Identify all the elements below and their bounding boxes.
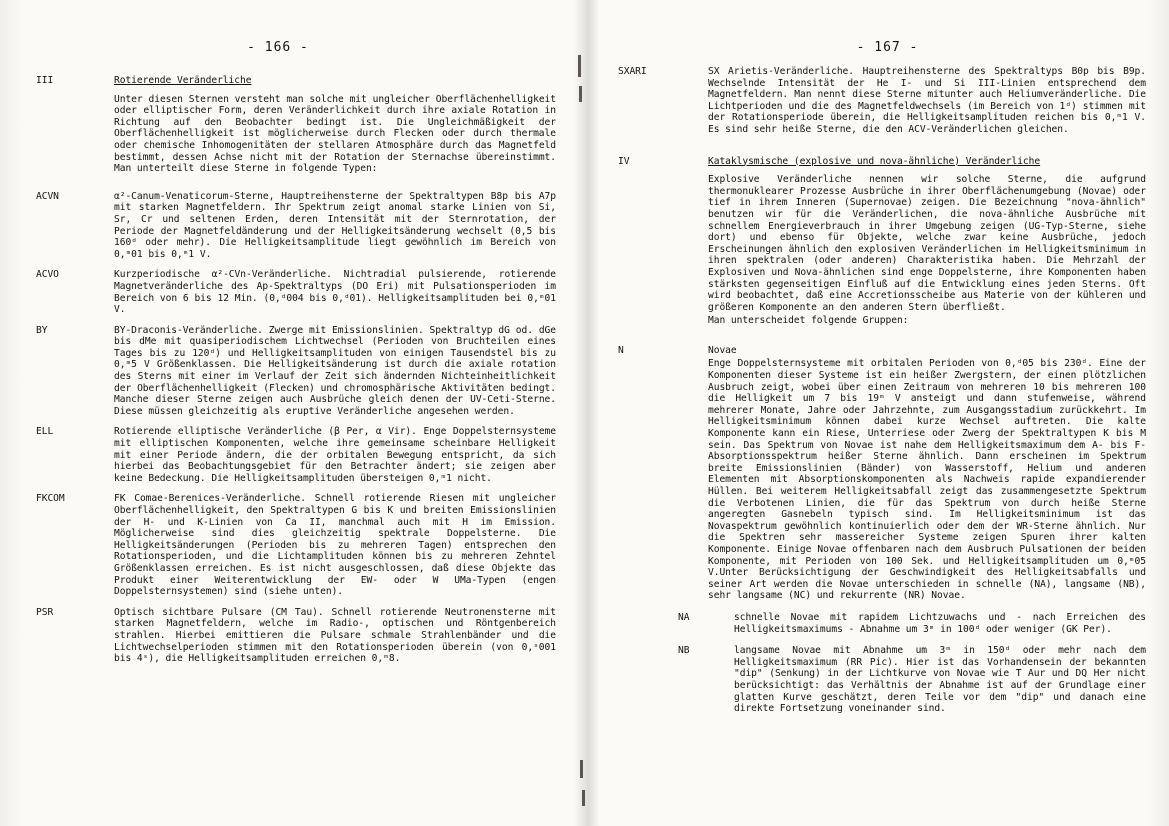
right-page-body: [618, 66, 1146, 715]
section-iii: [36, 75, 556, 87]
entry-psr: [36, 607, 556, 665]
entry-acvn-tag: ACVN: [36, 190, 59, 202]
entry-ell-tag: ELL: [36, 426, 54, 438]
subentry-na-text: schnelle Novae mit rapidem Lichtzuwachs und - nach Erreichen des Helligkeitsmaximums - Abnahme um 3ᵐ in 100ᵈ oder weniger (GK Per).: [734, 611, 1146, 635]
entry-sxari-tag: SXARI: [618, 66, 647, 77]
right-page: [586, 0, 1169, 826]
spacer: [618, 358, 708, 601]
section-iii-paragraph: Unter diesen Sternen versteht man solche mit ungleicher Oberflächenhelligkeit oder elliptischer Form, deren Veränderlichkeit durch ihre axiale Rotation in Richtung auf den Beobachter bedingt ist. Die Ungleichmäßigkeit der Oberflächenhelligkeit ist möglicherweise durch Flecken oder durch thermale oder chemische Inhomogenitäten der stellaren Atmosphäre durch das Magnetfeld bestimmt, dessen Achse nicht mit der Rotation der Sternachse übereinstimmt. Man unterteilt diese Sterne in folgende Typen:: [114, 93, 556, 175]
subentry-na-tag: NA: [678, 611, 690, 623]
entry-acvn-text: α²-Canum-Venaticorum-Sterne, Hauptreihensterne der Spektraltypen B8p bis A7p mit starken Magnetfeldern. Ihr Spektrum zeigt anomal starke Linien von Si, Sr, Cr und seltenen Erden, deren Intensität mit der Sternrotation, der Periode der Magnetfeldänderung und der Helligkeitsänderung wechselt (0,5 bis 160ᵈ oder mehr). Die Helligkeitsamplitude liegt gewöhnlich im Bereich von 0,ᵐ01 bis 0,ᵐ1 V.: [114, 190, 556, 260]
entry-by: [36, 325, 556, 418]
entry-fkcom: [36, 493, 556, 597]
section-iv-paragraph-1: Explosive Veränderliche nennen wir solche Sterne, die aufgrund thermonuklearer Prozesse Ausbrüche in ihrer Oberflächenumgebung (Novae) oder tief in ihrem Inneren (Supernovae) zeigen. Die Bezeichnung "nova-ähnlich" benutzen wir für die Veränderlichen, die nova-ähnliche Ausbrüche mit schnellem Energieverbrauch in ihrer Umgebung zeigen (UG-Typ-Sterne, siehe dort) und ebenso für Objekte, welche zwar keine Ausbrüche, jedoch Erscheinungen ähnlich den explosiven Veränderlichen im Helligkeitsminimum in ihren spektralen (oder anderen) Charakteristika haben. Die Mehrzahl der Explosiven und Nova-ähnlichen sind enge Doppelsterne, ihre Komponenten haben stärksten gegenseitigen Einfluß auf die Entwicklung eines jeden Sterns. Oft wird beobachtet, daß eine Accretionsscheibe aus Materie von der kühleren und größeren Komponente an den anderen Stern überfließt.: [708, 174, 1146, 313]
section-iv-intro-2: [618, 315, 1146, 327]
entry-by-text: BY-Draconis-Veränderliche. Zwerge mit Emissionslinien. Spektraltyp dG od. dGe bis dMe mit quasiperiodischem Lichtwechsel (Perioden von Bruchteilen eines Tages bis zu 120ᵈ) und Helligkeitsamplituden von einigen Tausendstel bis zu 0,ᵐ5 V Größenklassen. Die Helligkeitsänderung ist durch die axiale rotation des Sterns mit einer im Verlauf der Zeit sich ändernden Nichteinheitlichkeit der Oberflächenhelligkeit (Flecken) und chromosphärische Aktivitäten bedingt. Manche dieser Sterne zeigen auch Ausbrüche gleich denen der UV-Ceti-Sterne. Diese müssen gleichzeitig als eruptive Veränderliche angesehen werden.: [114, 324, 556, 417]
entry-acvo: [36, 269, 556, 315]
left-page-number: - 166 -: [247, 40, 309, 55]
section-iv-number: IV: [618, 155, 630, 167]
section-iv-intro: [618, 174, 1146, 313]
entry-n-title-text: Novae: [708, 344, 737, 356]
section-iii-heading: Rotierende Veränderliche: [114, 75, 252, 86]
entry-acvo-text: Kurzperiodische α²-CVn-Veränderliche. Nichtradial pulsierende, rotierende Magnetveränderliche des Ap-Spektraltyps (DO Eri) mit Pulsationsperioden im Bereich von 6 bis 12 Min. (0,ᵈ004 bis 0,ᵈ01). Helligkeitsamplituden bei 0,ᵐ01 V.: [114, 269, 556, 316]
right-page-number: - 167 -: [856, 40, 919, 55]
spacer: [618, 315, 708, 327]
entry-fkcom-tag: FKCOM: [36, 493, 65, 505]
section-iii-number: III: [36, 75, 54, 86]
subentry-na: [678, 612, 1146, 635]
entry-n-tag: N: [618, 344, 624, 356]
entry-fkcom-text: FK Comae-Berenices-Veränderliche. Schnell rotierende Riesen mit ungleicher Oberflächenhelligkeit, den Spektraltypen G bis K und breiten Emissionslinien der H- und K-Linien von Ca II, manchmal auch mit H im Emission. Möglicherweise sind dies gleichzeitig spektrale Doppelsterne. Die Helligkeitsänderungen (Perioden bis zu mehreren Tagen) entsprechen den Rotationsperioden, und die Lichtamplituden können bis zu mehreren Zehntel Größenklassen erreichen. Es ist nicht ausgeschlossen, daß diese Objekte das Produkt einer Weiterentwicklung der EW- oder W UMa-Typen (engen Doppelsternsystemen) sind (siehe unten).: [114, 493, 556, 598]
spacer: [618, 174, 708, 313]
spacer: [36, 94, 114, 175]
section-iv-heading: Kataklysmische (explosive und nova-ähnliche) Veränderliche: [708, 155, 1041, 167]
section-iv-paragraph-2: Man unterscheidet folgende Gruppen:: [708, 315, 909, 327]
entry-ell: [36, 426, 556, 484]
subentry-nb-tag: NB: [678, 645, 690, 657]
subentry-nb: [678, 645, 1146, 715]
entry-n-text: Enge Doppelsternsysteme mit orbitalen Perioden von 0,ᵈ05 bis 230ᵈ. Eine der Komponenten dieser Systeme ist ein heißer Zwergstern, der einen plötzlichen Ausbruch zeigt, wobei über einen Zeitraum von mehreren 10 bis mehreren 100 die Helligkeit um 7 bis 19ᵐ V ansteigt und dann stufenweise, während mehrerer Monate, Jahre oder Jahrzehnte, zum Ausgangsstadium zurückkehrt. Im Helligkeitsminimum können dabei kurze Wechsel auftreten. Die kalte Komponente kann ein Riese, Unterriese oder Zwerg der Spektraltypen K bis M sein. Das Spektrum von Novae ist nahe dem Helligkeitsmaximum dem A- bis F-Absorptionsspektrum heißer Sterne ähnlich. Dann erscheinen im Spektrum breite Emissionslinien (Bänder) von Wasserstoff, Helium und anderen Elementen mit Absorptionskomponenten als Nachweis rapide expandierender Hüllen. Bei weiterem Helligkeitsabfall zeigt das zusammengesetzte Spektrum die Verbotenen Linien, die für das Spektrum von durch heiße Sterne angeregten Gasnebeln typisch sind. Im Helligkeitsminimum ist das Novaspektrum gewöhnlich kontinuierlich oder dem der WR-Sterne ähnlich. Nur die Spektren sehr massereicher Systeme zeigen Spuren ihrer kalten Komponente. Einige Novae offenbaren nach dem Ausbruch Pulsationen der beiden Komponente, mit Perioden von 100 Sek. und Helligkeitsamplituden um 0,ᵐ05 V.Unter Berücksichtigung der Geschwindigkeit des Helligkeitsabfalls und seiner Art werden die Novae unterschieden in schnelle (NA), langsame (NB), sehr langsame (NC) und rekurrente (NR) Novae.: [708, 358, 1146, 602]
entry-psr-tag: PSR: [36, 606, 54, 618]
entry-n-body: [618, 358, 1146, 601]
entry-ell-text: Rotierende elliptische Veränderliche (β Per, α Vir). Enge Doppelsternsysteme mit elliptischen Komponenten, welche ihre gemeinsame scheinbare Helligkeit mit einer Periode ändern, die der orbitalen Bewegung entspricht, da sich hierbei das Beobachtungsgebiet für den Betrachter ändert; sie zeigen aber keine Bedeckung. Die Helligkeitsamplituden übersteigen 0,ᵐ1 nicht.: [114, 426, 556, 484]
entry-acvn: [36, 191, 556, 261]
left-page-body: [36, 66, 556, 665]
section-iii-intro: [36, 94, 556, 175]
subentry-nb-text: langsame Novae mit Abnahme um 3ᵐ in 150ᵈ oder mehr nach dem Helligkeitsmaximum (RR Pic). Hier ist das Vorhandensein der bekannten "dip" (Senkung) in der Lichtkurve von Novae wie T Aur und DQ Her nicht berücksichtigt: das Verhältnis der Abnahme ist auf der Grundlage einer glatten Kurve geschätzt, deren Teile vor dem "dip" und danach eine direkte Fortsetzung voneinander sind.: [734, 645, 1146, 715]
entry-psr-text: Optisch sichtbare Pulsare (CM Tau). Schnell rotierende Neutronensterne mit starken Magnetfeldern, welche im Radio-, optischen und Röntgenbereich strahlen. Hierbei emittieren die Pulsare schmale Strahlenbänder und die Lichtwechselperioden stimmen mit den Rotationsperioden überein (von 0,ˢ001 bis 4ˢ), die Helligkeitsamplituden erreichen 0,ᵐ8.: [114, 606, 556, 665]
entry-sxari-text: SX Arietis-Veränderliche. Hauptreihensterne des Spektraltyps B0p bis B9p. Wechselnde Intensität der He I- und Si III-Linien entsprechend dem Magnetfeldern. Man nennt diese Sterne mitunter auch Heliumveränderliche. Die Lichtperioden und die des Magnetfeldwechsels (im Bereich von 1ᵈ) stimmen mit der Rotationsperiode überein, die Helligkeitsamplituden reichen bis 0,ᵐ1 V. Es sind sehr heiße Sterne, die den ACV-Veränderlichen gleichen.: [708, 66, 1146, 135]
entry-acvo-tag: ACVO: [36, 269, 59, 281]
entry-n-title: [618, 345, 1146, 357]
entry-by-tag: BY: [36, 324, 48, 336]
entry-sxari: [618, 66, 1146, 136]
section-iv: [618, 156, 1146, 168]
